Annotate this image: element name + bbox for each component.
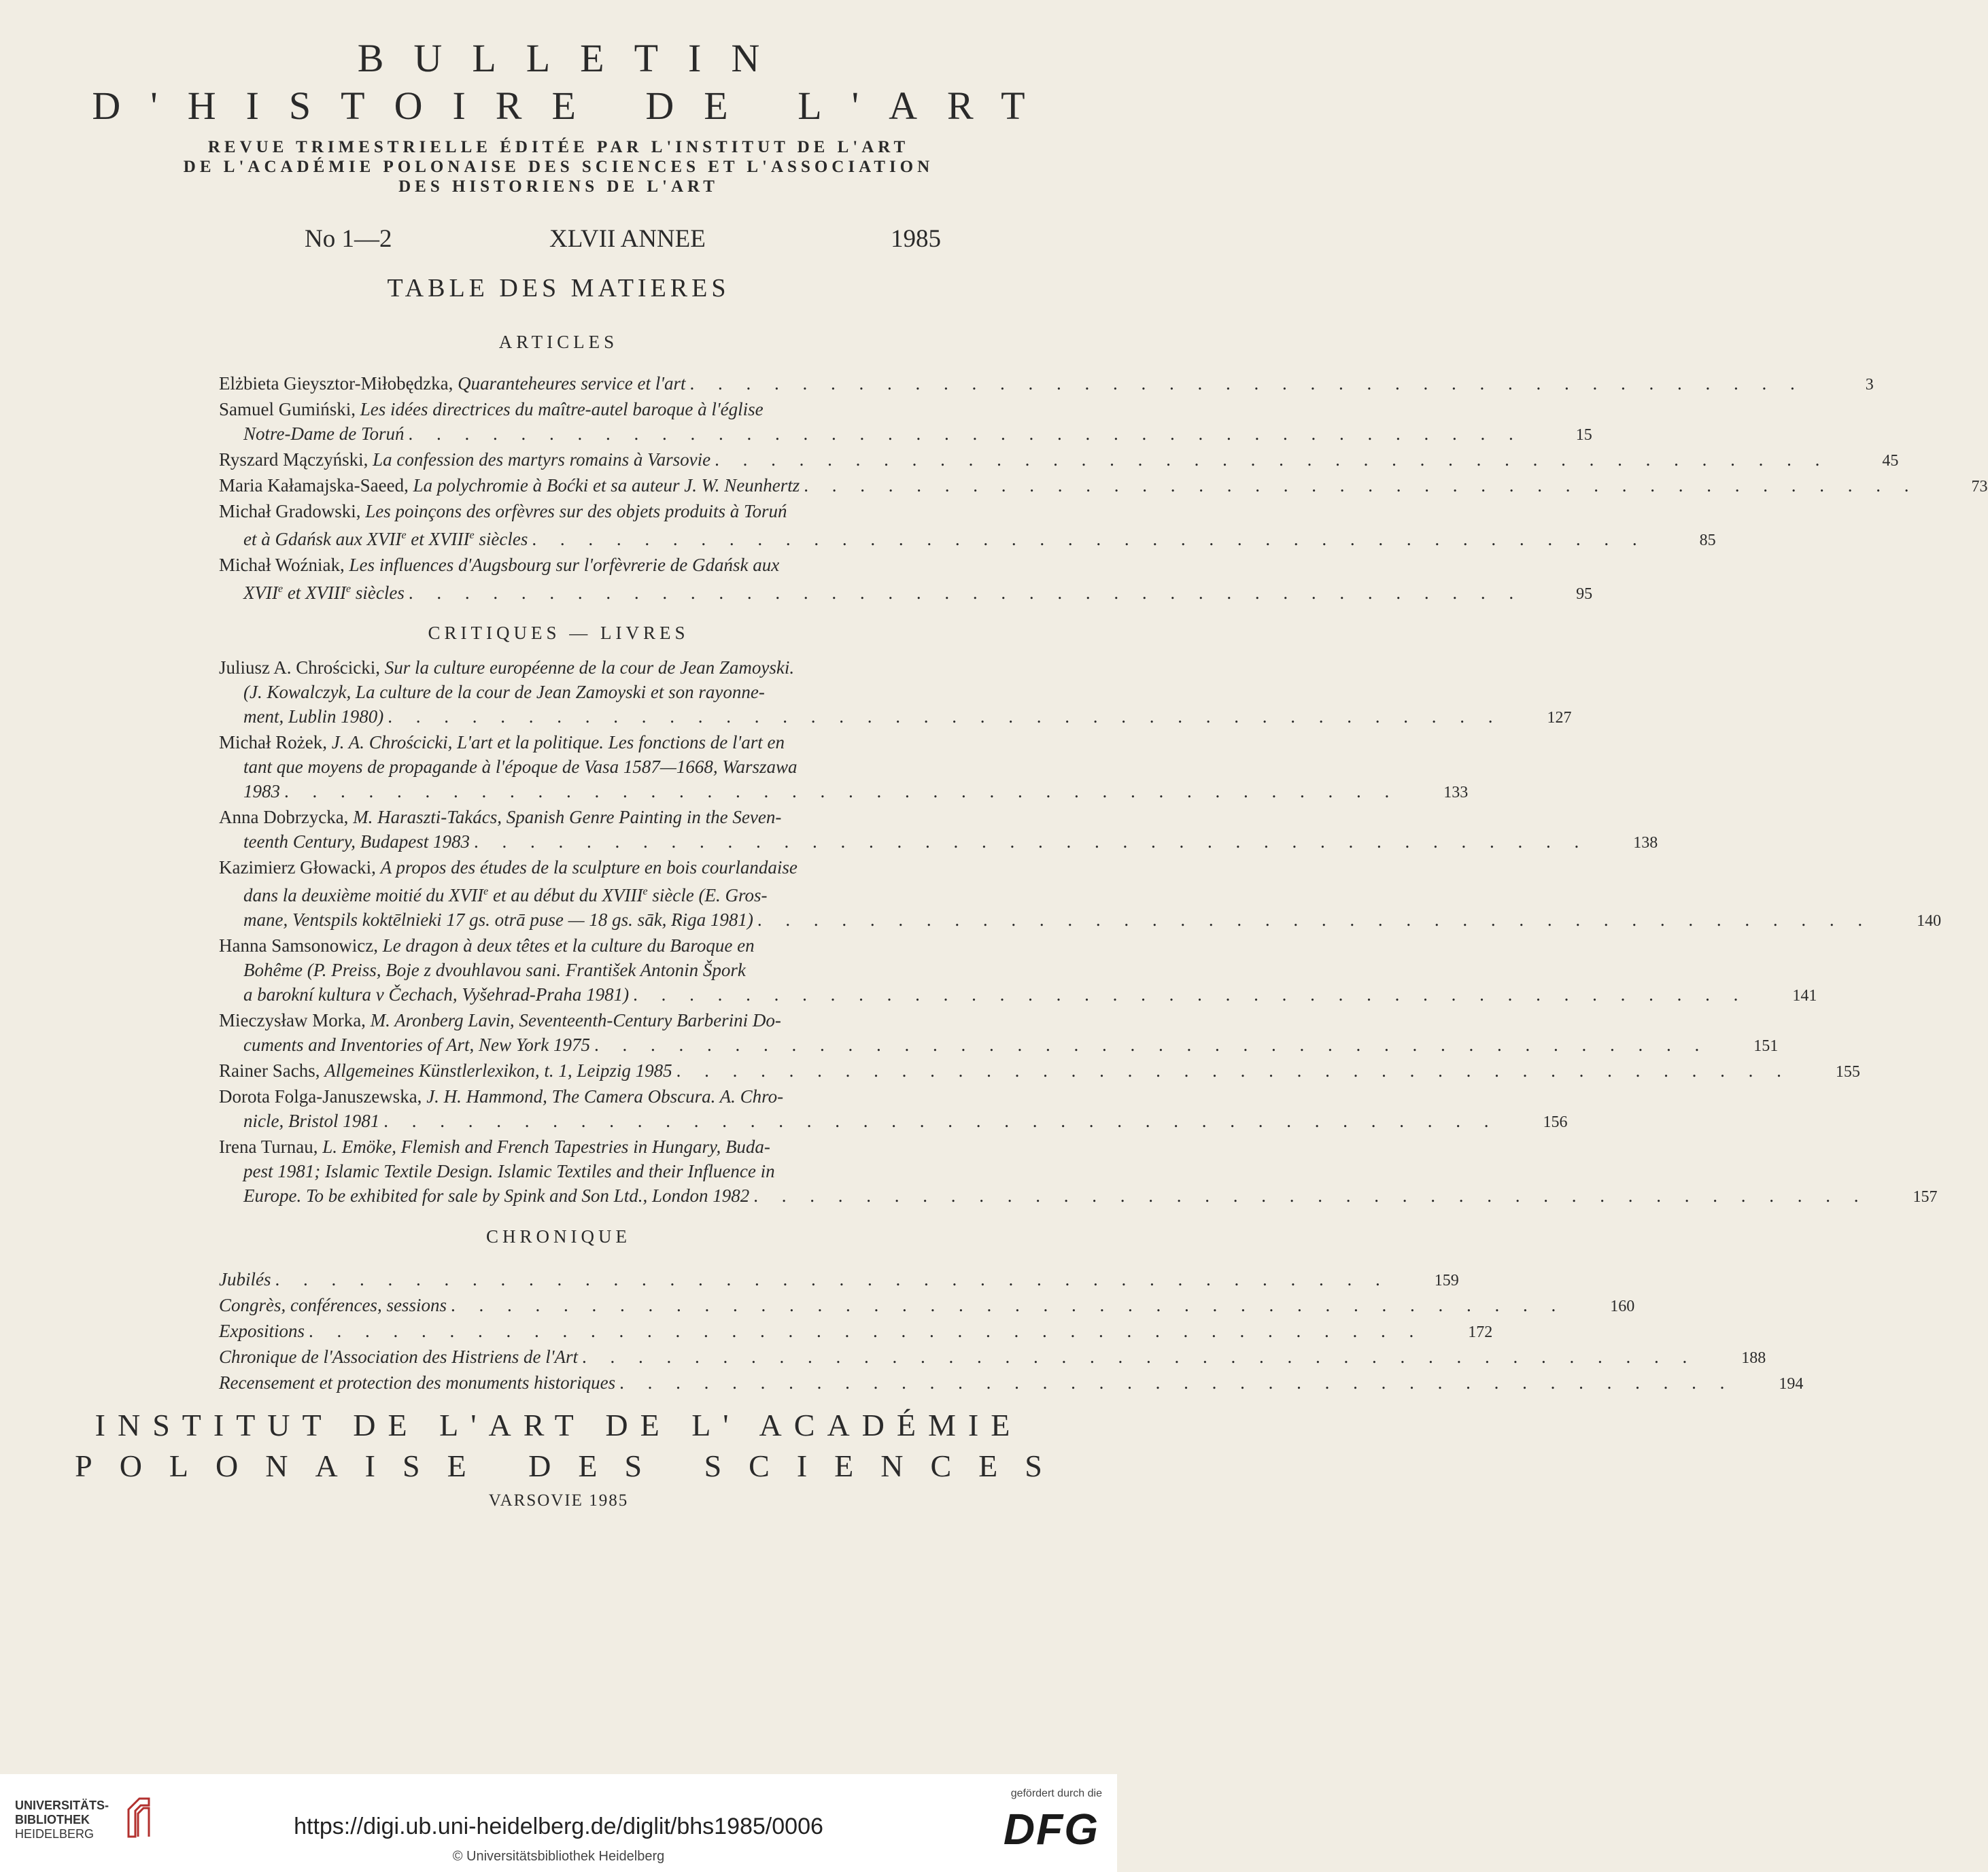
publication-place: VARSOVIE 1985 [488, 1491, 629, 1510]
leader-dots: . . . . . . . . . . . . . . . . . . . . . . . . . . . . . . . . . . . . . . . . [408, 423, 1523, 444]
page-number: 156 [1543, 1113, 1568, 1131]
entry-line-text [219, 807, 781, 827]
entry-author: Michał Rożek, [219, 732, 327, 752]
entry-line [219, 421, 1592, 447]
entry-line-text [243, 982, 629, 1007]
critiques-entry [219, 655, 1572, 730]
page-number: 155 [1835, 1063, 1860, 1081]
entry-title-fragment: M. Aronberg Lavin, Seventeenth-Century Barberini Do- [370, 1010, 781, 1030]
entry-line [219, 447, 1899, 473]
page-number: 141 [1792, 987, 1817, 1005]
entry-line-text [243, 1161, 775, 1181]
entry-title-fragment: et XVIII [283, 583, 347, 603]
publisher-line1: INSTITUT DE L'ART DE L' ACADÉMIE [95, 1408, 1023, 1442]
chronique-entry [219, 1293, 1635, 1319]
chronique-entry [219, 1319, 1493, 1345]
entry-line [219, 473, 1988, 499]
entry-title-fragment: siècle (E. Gros- [647, 885, 768, 905]
entry-line-text [243, 577, 405, 605]
entry-line-text [243, 704, 383, 729]
entry-line [219, 680, 1040, 704]
critiques-entry [219, 1134, 1938, 1209]
entry-title-fragment: L. Emöke, Flemish and French Tapestries in Hungary, Buda- [322, 1137, 770, 1157]
leader-dots: . . . . . . . . . . . . . . . . . . . . . . . . . . . . . . . . . . . . . . . . [715, 449, 1830, 470]
entry-title-fragment: La polychromie à Boćki et sa auteur J. W. Neunhertz [413, 475, 800, 496]
page-number: 151 [1753, 1037, 1779, 1055]
entry-line-text [243, 829, 470, 854]
page-number: 3 [1865, 376, 1874, 394]
chronique-entry [219, 1267, 1459, 1293]
library-name-line1: UNIVERSITÄTS- [15, 1799, 109, 1812]
entry-line [219, 1319, 1493, 1345]
page-number: 85 [1699, 532, 1716, 549]
leader-dots: . . . . . . . . . . . . . . . . . . . . . . . . . . . . . . . . . . . . . . . . [757, 909, 1872, 930]
articles-list [219, 371, 1988, 606]
issue-number: No 1—2 [305, 225, 392, 253]
section-heading-critiques: CRITIQUES — LIVRES [428, 623, 689, 643]
entry-line [219, 397, 1040, 421]
page-number: 188 [1741, 1349, 1766, 1367]
entry-line-text [219, 1010, 781, 1030]
entry-line-text [219, 657, 794, 678]
entry-line-text [219, 473, 800, 498]
chronique-label: Expositions [219, 1321, 305, 1341]
articles-entry [219, 447, 1899, 473]
entry-line [219, 1183, 1938, 1209]
entry-line-text [219, 1137, 770, 1157]
leader-dots: . . . . . . . . . . . . . . . . . . . . . . . . . . . . . . . . . . . . . . . . [582, 1347, 1697, 1367]
entry-author: Samuel Gumiński, [219, 399, 356, 419]
entry-author: Hanna Samsonowicz, [219, 935, 378, 956]
critiques-list [219, 655, 1942, 1209]
chronique-entry [219, 1345, 1766, 1370]
entry-title-fragment: teenth Century, Budapest 1983 [243, 831, 470, 852]
entry-line [219, 907, 1942, 933]
entry-title-fragment: ment, Lublin 1980) [243, 706, 384, 727]
entry-line [219, 855, 1040, 880]
entry-author: Ryszard Mączyński, [219, 449, 369, 470]
page-number: 15 [1575, 426, 1592, 444]
critiques-entry [219, 1058, 1860, 1084]
journal-title-line1: BULLETIN [357, 36, 790, 80]
entry-title-fragment: a barokní kultura v Čechach, Vyšehrad-Praha 1981) [243, 984, 630, 1005]
entry-line-text [243, 421, 405, 446]
entry-line [219, 553, 1040, 577]
entry-line-text [219, 1058, 672, 1083]
entry-title-fragment: Allgemeines Künstlerlexikon, t. 1, Leipzig 1985 [324, 1060, 672, 1081]
entry-line [219, 880, 1040, 907]
leader-dots: . . . . . . . . . . . . . . . . . . . . . . . . . . . . . . . . . . . . . . . . [284, 781, 1399, 801]
viewer-footer-bar [0, 1774, 1117, 1872]
entry-title-fragment: Les poinçons des orfèvres sur des objets produits à Toruń [365, 501, 787, 521]
permalink-url[interactable]: https://digi.ub.uni-heidelberg.de/diglit/bhs1985/0006 [294, 1814, 823, 1839]
entry-line [219, 982, 1817, 1008]
entry-line [219, 1293, 1635, 1319]
entry-line-text [219, 732, 785, 752]
entry-line [219, 655, 1040, 680]
entry-author: Michał Gradowski, [219, 501, 361, 521]
articles-entry [219, 553, 1593, 606]
page-number: 194 [1779, 1375, 1804, 1393]
entry-line-text [243, 757, 797, 777]
entry-title-fragment: La confession des martyrs romains à Varsovie [373, 449, 711, 470]
page-number: 45 [1882, 452, 1899, 470]
copyright-notice: © Universitätsbibliothek Heidelberg [452, 1849, 665, 1864]
entry-line-text [219, 935, 755, 956]
entry-line-text [219, 1086, 783, 1107]
toc-title: TABLE DES MATIERES [387, 274, 730, 302]
entry-line [219, 371, 1874, 397]
entry-title-fragment: 1983 [243, 781, 280, 801]
entry-line [219, 805, 1040, 829]
leader-dots: . . . . . . . . . . . . . . . . . . . . . . . . . . . . . . . . . . . . . . . . [633, 984, 1748, 1005]
critiques-entry [219, 1084, 1568, 1134]
entry-author: Elżbieta Gieysztor-Miłobędzka, [219, 373, 453, 394]
entry-title-fragment: (J. Kowalczyk, La culture de la cour de Jean Zamoyski et son rayonne- [243, 682, 765, 702]
entry-line [219, 933, 1040, 958]
entry-title-fragment: XVII [243, 583, 278, 603]
entry-line [219, 523, 1716, 553]
entry-line-text [243, 907, 753, 932]
journal-title-line2: D'HISTOIRE DE L'ART [92, 84, 1055, 128]
chronique-entry [219, 1370, 1804, 1396]
entry-title-fragment: mane, Ventspils koktēlnieki 17 gs. otrā puse — 18 gs. sāk, Riga 1981) [243, 909, 753, 930]
entry-title-fragment: et à Gdańsk aux XVII [243, 529, 402, 549]
entry-line [219, 1159, 1040, 1183]
entry-line [219, 1345, 1766, 1370]
superscript-e: e [483, 886, 489, 897]
entry-line [219, 1267, 1459, 1293]
entry-line [219, 1008, 1040, 1033]
entry-line [219, 779, 1469, 805]
leader-dots: . . . . . . . . . . . . . . . . . . . . . . . . . . . . . . . . . . . . . . . . [473, 831, 1589, 852]
entry-author: Maria Kałamajska-Saeed, [219, 475, 409, 496]
entry-line-text [219, 857, 798, 878]
chronique-label: Jubilés [219, 1269, 271, 1289]
entry-title-fragment: dans la deuxième moitié du XVII [243, 885, 484, 905]
entry-title-fragment: Bohême (P. Preiss, Boje z dvouhlavou sani. František Antonin Špork [243, 960, 746, 980]
entry-title-fragment: J. A. Chrościcki, L'art et la politique. Les fonctions de l'art en [331, 732, 785, 752]
critiques-entry [219, 730, 1469, 805]
library-name-line2: BIBLIOTHEK [15, 1813, 90, 1826]
critiques-entry [219, 933, 1817, 1008]
articles-entry [219, 499, 1716, 553]
entry-author: Michał Woźniak, [219, 555, 345, 575]
entry-line [219, 499, 1040, 523]
entry-title-fragment: et XVIII [406, 529, 470, 549]
issue-annee: XLVII ANNEE [549, 225, 706, 253]
page-number: 160 [1610, 1298, 1635, 1315]
entry-line-text [243, 1109, 379, 1133]
funding-note: gefördert durch die [1010, 1788, 1102, 1799]
entry-title-fragment: nicle, Bristol 1981 [243, 1111, 380, 1131]
superscript-e: e [642, 886, 648, 897]
entry-line-text [243, 1033, 590, 1057]
articles-entry [219, 473, 1988, 499]
journal-subtitle-line3: DES HISTORIENS DE L'ART [398, 177, 719, 196]
leader-dots: . . . . . . . . . . . . . . . . . . . . . . . . . . . . . . . . . . . . . . . . [594, 1035, 1709, 1055]
superscript-e: e [401, 530, 407, 541]
entry-line [219, 755, 1040, 779]
entry-title-fragment: Europe. To be exhibited for sale by Spink and Son Ltd., London 1982 [243, 1185, 750, 1206]
chronique-label: Recensement et protection des monuments historiques [219, 1372, 616, 1393]
entry-title-fragment: tant que moyens de propagande à l'époque de Vasa 1587—1668, Warszawa [243, 757, 798, 777]
library-name-line3: HEIDELBERG [15, 1827, 95, 1841]
entry-line-text [219, 501, 787, 521]
entry-title-fragment: A propos des études de la sculpture en bois courlandaise [380, 857, 798, 878]
leader-dots: . . . . . . . . . . . . . . . . . . . . . . . . . . . . . . . . . . . . . . . . [450, 1295, 1566, 1315]
entry-author: Kazimierz Głowacki, [219, 857, 376, 878]
journal-subtitle-line1: REVUE TRIMESTRIELLE ÉDITÉE PAR L'INSTITUT DE L'ART [207, 138, 910, 156]
entry-line-text [219, 399, 764, 419]
entry-line [219, 577, 1593, 606]
page-number: 172 [1468, 1323, 1493, 1341]
publisher-line2: POLONAISE DES SCIENCES [75, 1449, 1069, 1483]
page-number: 73 [1971, 478, 1988, 496]
leader-dots: . . . . . . . . . . . . . . . . . . . . . . . . . . . . . . . . . . . . . . . . [532, 529, 1647, 549]
page-number: 159 [1434, 1272, 1459, 1289]
entry-title-fragment: siècles [474, 529, 528, 549]
dfg-logo[interactable]: DFG [1003, 1805, 1099, 1854]
articles-entry [219, 371, 1874, 397]
entry-author: Anna Dobrzycka, [219, 807, 349, 827]
chronique-list [219, 1267, 1804, 1396]
entry-line [219, 1109, 1568, 1134]
entry-line-text [219, 447, 710, 472]
entry-author: Rainer Sachs, [219, 1060, 320, 1081]
superscript-e: e [346, 583, 352, 595]
page-number: 95 [1576, 585, 1593, 603]
leader-dots: . . . . . . . . . . . . . . . . . . . . . . . . . . . . . . . . . . . . . . . . [619, 1372, 1734, 1393]
superscript-e: e [469, 530, 475, 541]
leader-dots: . . . . . . . . . . . . . . . . . . . . . . . . . . . . . . . . . . . . . . . . [275, 1269, 1390, 1289]
entry-line [219, 1033, 1779, 1058]
articles-entry [219, 397, 1592, 447]
page-number: 140 [1917, 912, 1942, 930]
page-number: 157 [1913, 1188, 1938, 1206]
entry-title-fragment: siècles [351, 583, 405, 603]
entry-line-text [219, 371, 686, 396]
page-number: 127 [1547, 709, 1572, 727]
chronique-label: Congrès, conférences, sessions [219, 1295, 447, 1315]
entry-title-fragment: Sur la culture européenne de la cour de Jean Zamoyski. [384, 657, 795, 678]
section-heading-chronique: CHRONIQUE [486, 1226, 631, 1247]
entry-author: Juliusz A. Chrościcki, [219, 657, 380, 678]
entry-title-fragment: cuments and Inventories of Art, New York 1975 [243, 1035, 590, 1055]
entry-line-text [243, 885, 768, 905]
chronique-label: Chronique de l'Association des Histriens de l'Art [219, 1347, 579, 1367]
entry-author: Irena Turnau, [219, 1137, 318, 1157]
critiques-entry [219, 805, 1658, 855]
issue-year: 1985 [891, 225, 941, 253]
leader-dots: . . . . . . . . . . . . . . . . . . . . . . . . . . . . . . . . . . . . . . . . [383, 1111, 1498, 1131]
critiques-entry [219, 855, 1942, 933]
entry-title-fragment: J. H. Hammond, The Camera Obscura. A. Chro- [426, 1086, 784, 1107]
entry-author: Dorota Folga-Januszewska, [219, 1086, 422, 1107]
leader-dots: . . . . . . . . . . . . . . . . . . . . . . . . . . . . . . . . . . . . . . . . [689, 373, 1804, 394]
entry-title-fragment: Quaranteheures service et l'art [458, 373, 686, 394]
entry-line [219, 1370, 1804, 1396]
entry-title-fragment: et au début du XVIII [488, 885, 643, 905]
entry-author: Mieczysław Morka, [219, 1010, 366, 1030]
entry-line [219, 829, 1658, 855]
leader-dots: . . . . . . . . . . . . . . . . . . . . . . . . . . . . . . . . . . . . . . . . [408, 583, 1524, 603]
entry-line-text [219, 555, 779, 575]
leader-dots: . . . . . . . . . . . . . . . . . . . . . . . . . . . . . . . . . . . . . . . . [309, 1321, 1424, 1341]
journal-subtitle-line2: DE L'ACADÉMIE POLONAISE DES SCIENCES ET L'ASSOCIATION [183, 158, 934, 176]
superscript-e: e [277, 583, 284, 595]
entry-title-fragment: M. Haraszti-Takács, Spanish Genre Painting in the Seven- [353, 807, 782, 827]
leader-dots: . . . . . . . . . . . . . . . . . . . . . . . . . . . . . . . . . . . . . . . . [753, 1185, 1868, 1206]
entry-line-text [243, 1183, 749, 1208]
entry-line [219, 1134, 1040, 1159]
entry-title-fragment: Les influences d'Augsbourg sur l'orfèvrerie de Gdańsk aux [349, 555, 780, 575]
entry-line [219, 704, 1572, 730]
page-number: 138 [1633, 834, 1658, 852]
entry-line [219, 730, 1040, 755]
entry-title-fragment: pest 1981; Islamic Textile Design. Islamic Textiles and their Influence in [243, 1161, 775, 1181]
entry-line-text [243, 779, 280, 803]
entry-line [219, 958, 1040, 982]
leader-dots: . . . . . . . . . . . . . . . . . . . . . . . . . . . . . . . . . . . . . . . . [804, 475, 1919, 496]
critiques-entry [219, 1008, 1779, 1058]
section-heading-articles: ARTICLES [498, 332, 619, 352]
entry-line-text [243, 960, 746, 980]
entry-title-fragment: Les idées directrices du maître-autel baroque à l'église [360, 399, 764, 419]
entry-line-text [243, 682, 765, 702]
entry-line [219, 1084, 1040, 1109]
leader-dots: . . . . . . . . . . . . . . . . . . . . . . . . . . . . . . . . . . . . . . . . [388, 706, 1503, 727]
leader-dots: . . . . . . . . . . . . . . . . . . . . . . . . . . . . . . . . . . . . . . . . [676, 1060, 1791, 1081]
entry-line [219, 1058, 1860, 1084]
entry-line-text [243, 523, 528, 551]
entry-title-fragment: Le dragon à deux têtes et la culture du Baroque en [382, 935, 755, 956]
entry-title-fragment: Notre-Dame de Toruń [243, 423, 405, 444]
page-number: 133 [1443, 784, 1469, 801]
